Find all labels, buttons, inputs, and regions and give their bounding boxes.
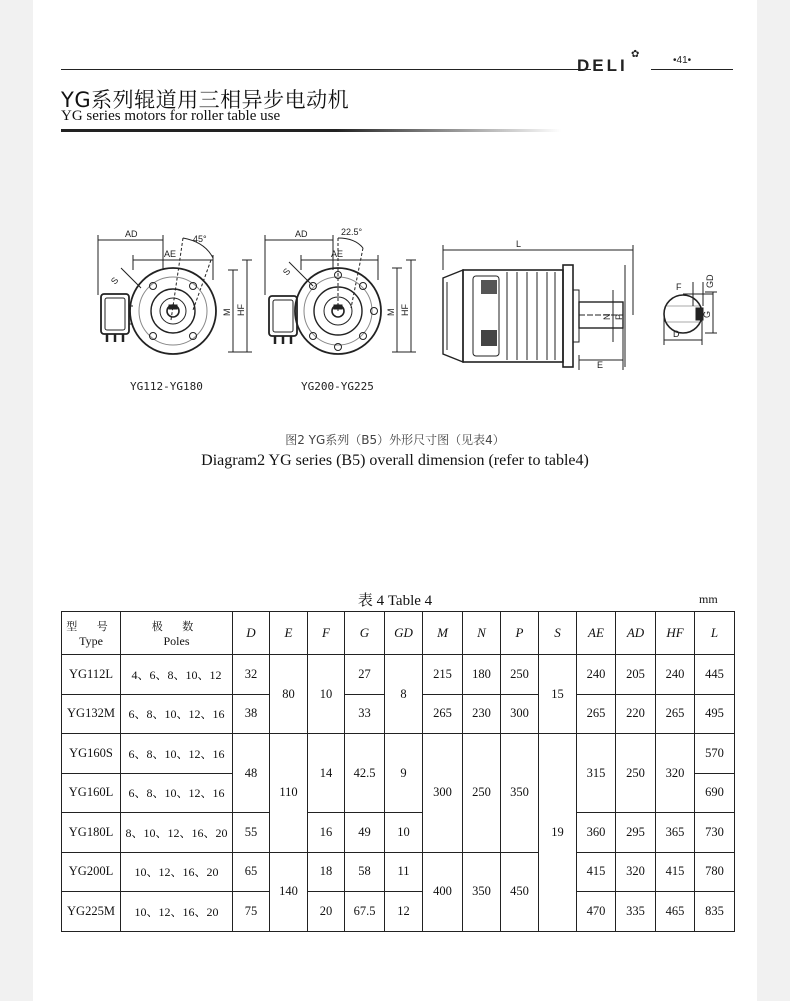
cell-g: 67.5 <box>345 892 385 932</box>
cell-poles: 6、8、10、12、16 <box>121 773 233 813</box>
cell-p: 350 <box>501 734 539 853</box>
cell-ae: 470 <box>577 892 616 932</box>
header-rule-right <box>651 69 733 70</box>
table-row <box>62 813 735 853</box>
cell-l: 445 <box>695 655 735 695</box>
cell-f: 10 <box>308 655 345 734</box>
table-row <box>62 892 735 932</box>
cell-m: 400 <box>423 852 463 931</box>
cell-hf: 240 <box>656 655 695 695</box>
page-number: •41• <box>673 55 692 66</box>
table-unit: mm <box>699 592 718 606</box>
cell-g: 33 <box>345 694 385 734</box>
label-angle-45: 45° <box>193 234 207 244</box>
view1-caption: YG112-YG180 <box>130 380 203 393</box>
th-hf: HF <box>656 612 695 655</box>
cell-g: 58 <box>345 852 385 892</box>
gear-icon: ✿ <box>631 49 640 60</box>
cell-poles: 10、12、16、20 <box>121 852 233 892</box>
label-f: F <box>676 282 682 292</box>
label-ae-1: AE <box>164 249 177 259</box>
cell-poles: 4、6、8、10、12 <box>121 655 233 695</box>
cell-l: 570 <box>695 734 735 774</box>
dimension-diagram <box>33 220 757 420</box>
label-s-1: S <box>108 275 121 287</box>
th-ae: AE <box>577 612 616 655</box>
cell-p: 250 <box>501 655 539 695</box>
cell-m: 265 <box>423 694 463 734</box>
cell-ae: 315 <box>577 734 616 813</box>
cell-g: 42.5 <box>345 734 385 813</box>
cell-type: YG160S <box>62 734 121 774</box>
table-row <box>62 852 735 892</box>
cell-ad: 250 <box>616 734 656 813</box>
label-ad-2: AD <box>295 229 308 239</box>
front-view-1 <box>98 229 252 354</box>
th-poles: 极 数 Poles <box>121 612 233 655</box>
cell-gd: 11 <box>385 852 423 892</box>
cell-type: YG112L <box>62 655 121 695</box>
cell-s: 19 <box>539 734 577 932</box>
cell-type: YG180L <box>62 813 121 853</box>
cell-ad: 295 <box>616 813 656 853</box>
th-n: N <box>463 612 501 655</box>
th-l: L <box>695 612 735 655</box>
cell-d: 48 <box>233 734 270 813</box>
front-view-2 <box>265 227 416 354</box>
th-f: F <box>308 612 345 655</box>
th-gd: GD <box>385 612 423 655</box>
cell-l: 690 <box>695 773 735 813</box>
cell-f: 20 <box>308 892 345 932</box>
header-rule <box>61 69 591 70</box>
label-hf-1: HF <box>236 304 246 316</box>
cell-s: 15 <box>539 655 577 734</box>
catalog-page <box>33 0 757 1001</box>
cell-f: 18 <box>308 852 345 892</box>
cell-d: 75 <box>233 892 270 932</box>
label-g: G <box>702 310 712 318</box>
cell-e: 110 <box>270 734 308 853</box>
cell-m: 215 <box>423 655 463 695</box>
label-m-2: M <box>386 308 396 316</box>
cell-ae: 360 <box>577 813 616 853</box>
label-gd: GD <box>705 274 715 288</box>
cell-l: 835 <box>695 892 735 932</box>
th-s: S <box>539 612 577 655</box>
cell-n: 230 <box>463 694 501 734</box>
cell-n: 350 <box>463 852 501 931</box>
cell-f: 14 <box>308 734 345 813</box>
cell-p: 300 <box>501 694 539 734</box>
th-type: 型 号 Type <box>62 612 121 655</box>
th-ad: AD <box>616 612 656 655</box>
label-hf-2: HF <box>400 304 410 316</box>
deli-logo: DELI <box>577 56 628 75</box>
label-ad-1: AD <box>125 229 138 239</box>
label-angle-225: 22.5° <box>341 227 363 237</box>
th-g: G <box>345 612 385 655</box>
cell-p: 450 <box>501 852 539 931</box>
diagram-caption-en: Diagram2 YG series (B5) overall dimension (refer to table4) <box>201 452 589 469</box>
diagram-caption-cn: 图2 YG系列（B5）外形尺寸图（见表4） <box>285 433 505 447</box>
table-row <box>62 655 735 695</box>
cell-d: 65 <box>233 852 270 892</box>
cell-ad: 320 <box>616 852 656 892</box>
cell-hf: 365 <box>656 813 695 853</box>
cell-l: 495 <box>695 694 735 734</box>
cell-ae: 240 <box>577 655 616 695</box>
cell-ad: 335 <box>616 892 656 932</box>
cell-ae: 265 <box>577 694 616 734</box>
page-title-cn: YG系列辊道用三相异步电动机 <box>61 88 350 112</box>
label-m-1: M <box>222 308 232 316</box>
cell-poles: 10、12、16、20 <box>121 892 233 932</box>
cell-d: 38 <box>233 694 270 734</box>
cell-d: 32 <box>233 655 270 695</box>
table-title: 表 4 Table 4 <box>357 593 433 609</box>
cell-g: 27 <box>345 655 385 695</box>
th-d: D <box>233 612 270 655</box>
cell-gd: 8 <box>385 655 423 734</box>
cell-n: 180 <box>463 655 501 695</box>
label-n: N <box>602 313 612 320</box>
side-view <box>443 239 633 370</box>
cell-ad: 205 <box>616 655 656 695</box>
label-p: P <box>614 313 624 320</box>
dimension-table <box>61 611 735 932</box>
cell-hf: 415 <box>656 852 695 892</box>
cell-l: 730 <box>695 813 735 853</box>
label-s-2: S <box>280 266 293 278</box>
cell-hf: 465 <box>656 892 695 932</box>
cell-type: YG132M <box>62 694 121 734</box>
cell-gd: 12 <box>385 892 423 932</box>
cell-g: 49 <box>345 813 385 853</box>
cell-poles: 6、8、10、12、16 <box>121 694 233 734</box>
label-ae-2: AE <box>331 249 344 259</box>
cell-ae: 415 <box>577 852 616 892</box>
table-header-row <box>62 612 735 655</box>
cell-type: YG225M <box>62 892 121 932</box>
th-p: P <box>501 612 539 655</box>
cell-type: YG160L <box>62 773 121 813</box>
view2-caption: YG200-YG225 <box>301 380 374 393</box>
label-l: L <box>516 239 522 249</box>
cell-hf: 265 <box>656 694 695 734</box>
cell-e: 140 <box>270 852 308 931</box>
table-row <box>62 734 735 774</box>
cell-e: 80 <box>270 655 308 734</box>
page-title-en: YG series motors for roller table use <box>61 108 281 124</box>
cell-n: 250 <box>463 734 501 853</box>
cell-type: YG200L <box>62 852 121 892</box>
th-m: M <box>423 612 463 655</box>
th-e: E <box>270 612 308 655</box>
cell-l: 780 <box>695 852 735 892</box>
cell-poles: 6、8、10、12、16 <box>121 734 233 774</box>
cell-poles: 8、10、12、16、20 <box>121 813 233 853</box>
cell-ad: 220 <box>616 694 656 734</box>
cell-m: 300 <box>423 734 463 853</box>
cell-gd: 10 <box>385 813 423 853</box>
cell-f: 16 <box>308 813 345 853</box>
shaft-section <box>664 274 717 345</box>
cell-gd: 9 <box>385 734 423 813</box>
label-d: D <box>673 329 680 339</box>
label-e: E <box>597 360 604 370</box>
cell-hf: 320 <box>656 734 695 813</box>
cell-d: 55 <box>233 813 270 853</box>
title-underline <box>61 129 561 132</box>
